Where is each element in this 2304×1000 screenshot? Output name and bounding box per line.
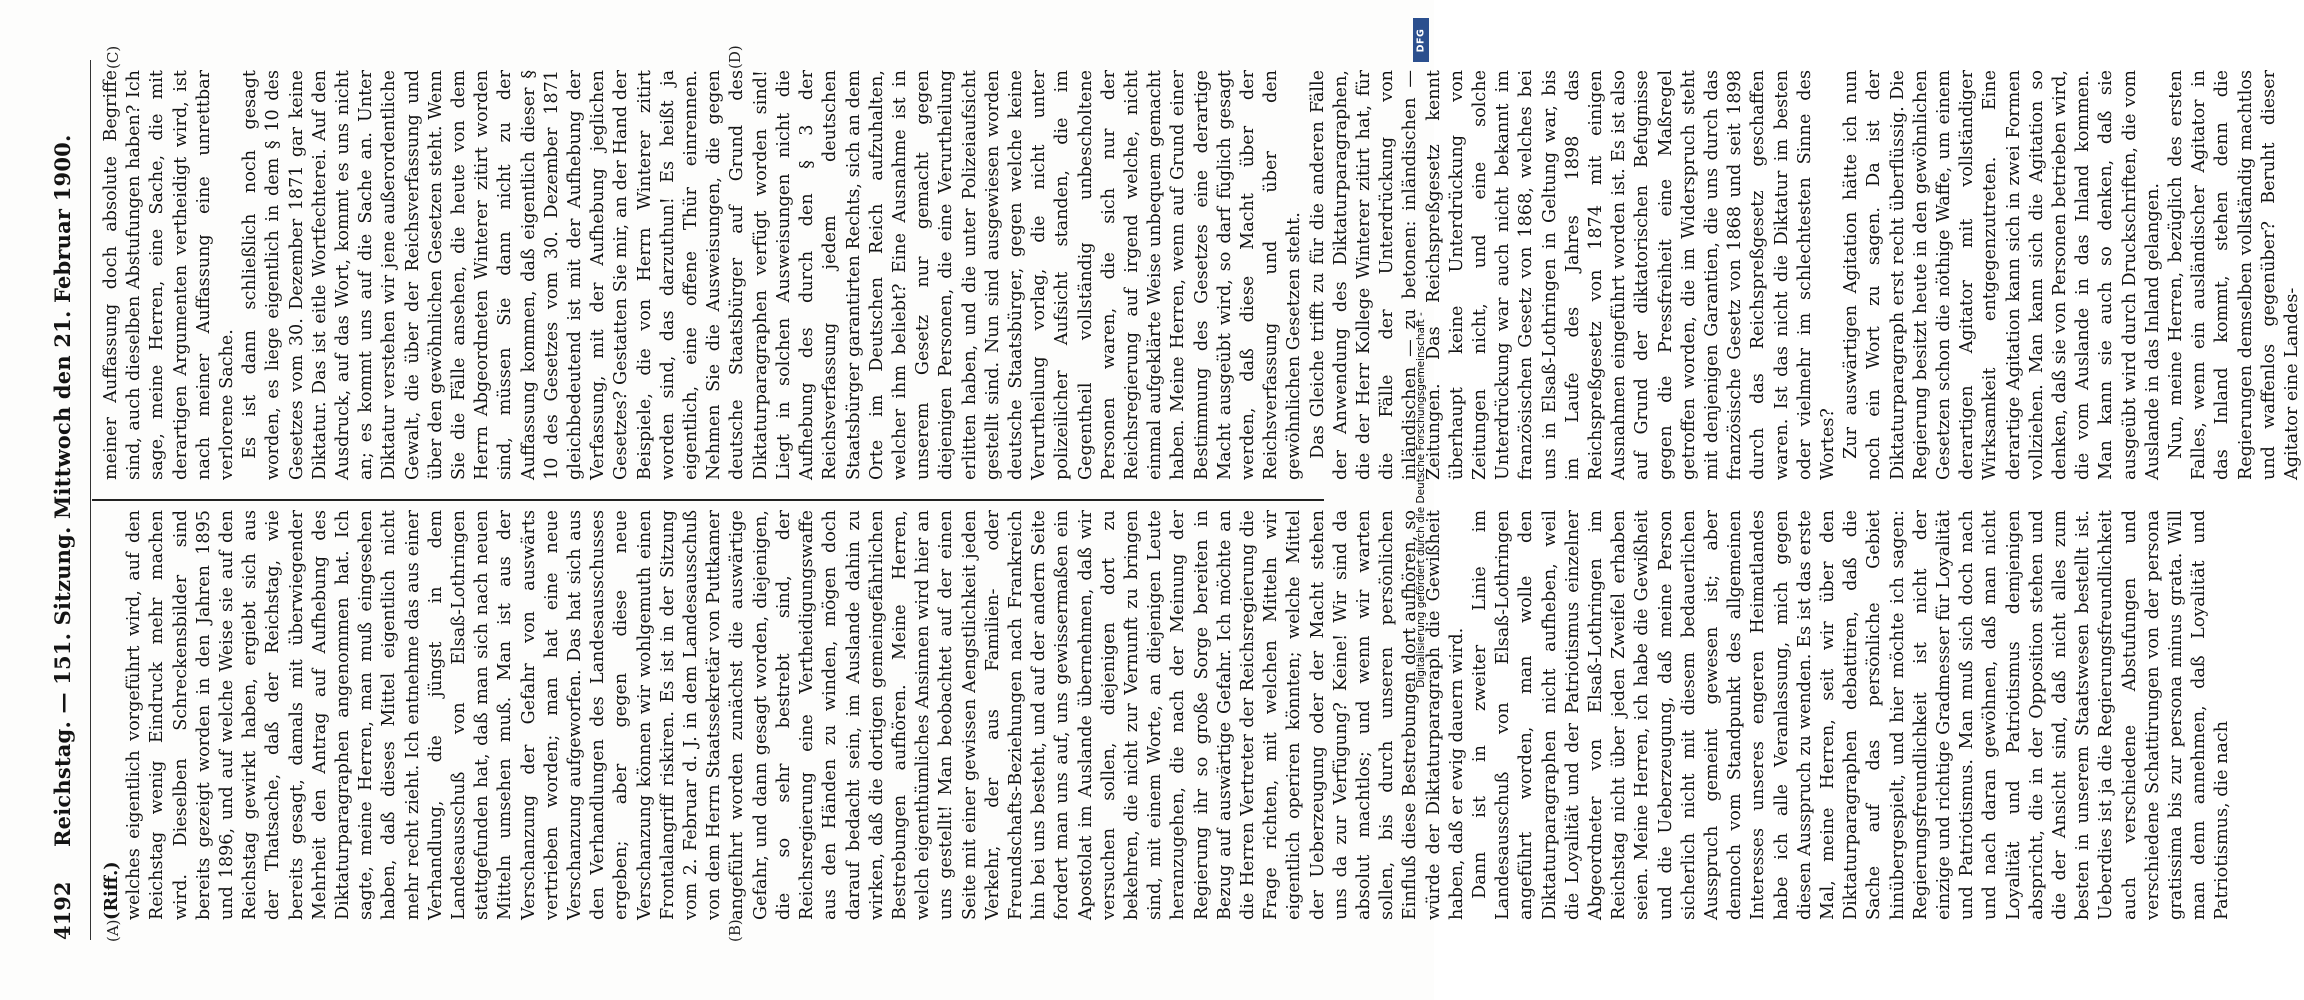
page-number: 4192 xyxy=(49,881,75,940)
margin-label-a: (A) xyxy=(104,919,122,942)
paragraph: Es ist dann schließlich noch gesagt worden, es liege eigentlich in dem § 10 des Gesetzes vom 30. Dezember 1871 gar keine Diktatur. Das ist eitle Wortfechterei. Auf den Ausdruck, auf das Wort, kommt es uns nicht an; es kommt uns auf die Sache an. Unter Diktatur verstehen wir jene außerordentliche Gewalt, die über der Reichsverfassung und über den gewöhnlichen Gesetzen steht. Wenn Sie die Fälle ansehen, die heute von dem Herrn Abgeordneten Winterer zitirt worden sind, müssen Sie dann nicht zu der Auffassung kommen, daß eigentlich dieser § 10 des Gesetzes vom 30. Dezember 1871 gleichbedeutend ist mit der Aufhebung der Verfassung, mit der Aufhebung jeglichen Gesetzes? Gestatten Sie mir, an der Hand der Beispiele, die von Herrn Winterer zitirt worden sind, das darzuthun! Es heißt ja eigentlich, eine offene Thür einrennen. Nehmen Sie die Ausweisungen, die gegen deutsche Staatsbürger auf Grund des Diktaturparagraphen verfügt worden sind! Liegt in solchen Ausweisungen nicht die Aufhebung des durch den § 3 der Reichsverfassung jedem deutschen Staatsbürger garantirten Rechts, sich an dem Orte im Deutschen Reich aufzuhalten, welcher ihm beliebt? Eine Ausnahme ist in unserem Gesetz nur gemacht gegen diejenigen Personen, die eine Verurtheilung erlitten haben, und die unter Polizeiaufsicht gestellt sind. Nun sind ausgewiesen worden deutsche Staatsbürger, gegen welche keine Verurtheilung vorlag, die nicht unter polizeilicher Aufsicht standen, die im Gegentheil vollständig unbescholtene Personen waren, die sich nur der Reichsregierung auf irgend welche, nicht einmal aufgeklärte Weise unbequem gemacht haben. Meine Herren, wenn auf Grund einer Bestimmung des Gesetzes eine derartige Macht ausgeübt wird, so darf füglich gesagt werden, daß diese Macht über der Reichsverfassung und über den gewöhnlichen Gesetzen steht. xyxy=(240,70,1305,480)
margin-label-c: (C) xyxy=(104,45,122,69)
right-column xyxy=(100,70,2303,480)
paragraph: Das Gleiche trifft zu für die anderen Fälle der Anwendung des Diktaturparagraphen, die der Herr Kollege Winterer zitirt hat, für die Fälle der Unterdrückung von inländischen — zu betonen: inländischen — Zeitungen. Das Reichspreßgesetz kennt überhaupt keine Unterdrückung von Zeitungen nicht, und eine solche Unterdrückung war auch nicht bekannt im französischen Gesetz von 1868, welches bei uns in Elsaß-Lothringen in Geltung war, bis im Laufe des Jahres 1898 das Reichspreßgesetz von 1874 mit einigen Ausnahmen eingeführt worden ist. Es ist also auf Grund der diktatorischen Befugnisse gegen die Pressfreiheit eine Maßregel getroffen worden, die im Widerspruch steht mit denjenigen Garantien, die uns durch das französische Gesetz von 1868 und seit 1898 durch das Reichspreßgesetz geschaffen waren. Ist das nicht die Diktatur im besten oder vielmehr im schlechtesten Sinne des Wortes? xyxy=(1307,70,1839,480)
page-title: Reichstag. — 151. Sitzung. Mittwoch den 21. Februar 1900. xyxy=(49,134,75,848)
speaker-note: (Riff.) xyxy=(101,861,122,920)
page-header xyxy=(42,60,82,940)
paragraph: Dann ist in zweiter Linie im Landesausschuß von Elsaß-Lothringen angeführt worden, man wolle den Diktaturparagraphen nicht aufheben, weil die Loyalität und der Patriotismus einzelner Abgeordneter von Elsaß-Lothringen im Reichstag nicht über jeden Zweifel erhaben seien. Meine Herren, ich habe die Gewißheit und die Ueberzeugung, daß meine Person sicherlich nicht mit diesem bedauerlichen Ausspruch gemeint gewesen ist; aber dennoch vom Standpunkt des allgemeinen Interesses unseres engeren Heimatlandes habe ich alle Veranlassung, mich gegen diesen Ausspruch zu wenden. Es ist das erste Mal, meine Herren, seit wir über den Diktaturparagraphen debattiren, daß die Sache auf das persönliche Gebiet hinübergespielt, und hier möchte ich sagen: Regierungsfreundlichkeit ist nicht der einzige und richtige Gradmesser für Loyalität und Patriotismus. Man muß sich doch nach und nach daran gewöhnen, daß man nicht Loyalität und Patriotismus demjenigen abspricht, die in der Opposition stehen und die der Ansicht sind, daß nicht alles zum besten in unserem Staatswesen bestellt ist. Ueberdies ist ja die Regierungsfreundlichkeit auch verschiedene Abstufungen und verschiedene Schattirungen von der persona gratissima bis zur persona minus grata. Will man denn annehmen, daß Loyalität und Patriotismus, die nach xyxy=(1469,510,2233,920)
digitization-credit xyxy=(1410,10,1432,990)
dfg-logo: DFG xyxy=(1413,18,1429,62)
margin-label-b: (B) xyxy=(726,919,744,942)
paragraph: Zur auswärtigen Agitation hätte ich nun noch ein Wort zu sagen. Da ist der Diktaturparagraph erst recht überflüssig. Die Regierung besitzt heute in den gewöhnlichen Gesetzen schon die nöthige Waffe, um einem derartigen Agitator mit vollständiger Wirksamkeit entgegenzutreten. Eine derartige Agitation kann sich in zwei Formen vollziehen. Man kann sich die Agitation so denken, daß sie von Personen betrieben wird, die vom Auslande in das Inland kommen. Man kann sie auch so denken, daß sie ausgeübt wird durch Druckschriften, die vom Auslande in das Inland gelangen. xyxy=(1841,70,2163,480)
left-column xyxy=(100,510,2233,920)
column-divider xyxy=(92,499,1324,501)
paragraph: meiner Auffassung doch absolute Begriffe sind, auch dieselben Abstufungen haben? Ich sage, meine Herren, eine Sache, die mit derartigen Argumenten vertheidigt wird, ist nach meiner Auffassung eine unrettbar verlorene Sache. xyxy=(101,70,238,480)
margin-label-d: (D) xyxy=(726,45,744,69)
credit-text: Digitalisierung gefördert durch die Deutsche Forschungsgemeinschaft - xyxy=(1415,312,1427,688)
header-rule xyxy=(90,60,91,940)
paragraph: Nun, meine Herren, bezüglich des ersten Falles, wenn ein ausländischer Agitator in das Inland kommt, stehen denn die Regierungen demselben vollständig machtlos und waffenlos gegenüber? Beruht dieser Agitator eine Landes- xyxy=(2166,70,2303,480)
paragraph: welches eigentlich vorgeführt wird, auf den Reichstag wenig Eindruck mehr machen wird. Dieselben Schreckensbilder sind bereits gezeigt worden in den Jahren 1895 und 1896, und auf welche Weise sie auf den Reichstag gewirkt haben, ergiebt sich aus der Thatsache, daß der Reichstag, wie bereits gesagt, damals mit überwiegender Mehrheit den Antrag auf Aufhebung des Diktaturparagraphen angenommen hat. Ich sagte, meine Herren, man muß eingesehen haben, daß dieses Mittel eigentlich nicht mehr recht zieht. Ich entnehme das aus einer Verhandlung, die jüngst in dem Landesausschuß von Elsaß-Lothringen stattgefunden hat, daß man sich nach neuen Mitteln umsehen muß. Man ist aus der Verschanzung der Gefahr von auswärts vertrieben worden; man hat eine neue Verschanzung aufgeworfen. Das hat sich aus den Verhandlungen des Landesausschusses ergeben; aber gegen diese neue Verschanzung können wir wohlgemuth einen Frontalangriff riskiren. Es ist in der Sitzung vom 2. Februar d. J. in dem Landesausschuß von dem Herrn Staatssekretär von Puttkamer angeführt worden zunächst die auswärtige Gefahr, und dann gesagt worden, diejenigen, die so sehr bestrebt sind, der Reichsregierung eine Vertheidigungswaffe aus den Händen zu winden, mögen doch darauf bedacht sein, im Auslande dahin zu wirken, daß die dortigen gemeingefährlichen Bestrebungen aufhören. Meine Herren, welch eigenthümliches Ansinnen wird hier an uns gestellt! Man beobachtet auf der einen Seite mit einer gewissen Aengstlichkeit jeden Verkehr, der aus Familien- oder Freundschafts-Beziehungen nach Frankreich hin bei uns besteht, und auf der andern Seite fordert man uns auf, uns gewissermaßen ein Apostolat im Auslande übernehmen, daß wir versuchen sollen, diejenigen dort zu bekehren, die nicht zur Vernunft zu bringen sind, mit einem Worte, an diejenigen Leute heranzugehen, die nach der Meinung der Regierung ihr so große Sorge bereiten in Bezug auf auswärtige Gefahr. Ich möchte an die Herren Vertreter der Reichsregierung die Frage richten, mit welchen Mitteln wir eigentlich operiren könnten; welche Mittel der Ueberzeugung oder der Macht stehen uns da zur Verfügung? Keine! Wir sind da absolut machtlos; und wenn wir warten sollen, bis durch unseren persönlichen Einfluß diese Bestrebungen dort aufhören, so würde der Diktaturparagraph die Gewißheit haben, daß er ewig dauern wird. xyxy=(124,510,1467,920)
